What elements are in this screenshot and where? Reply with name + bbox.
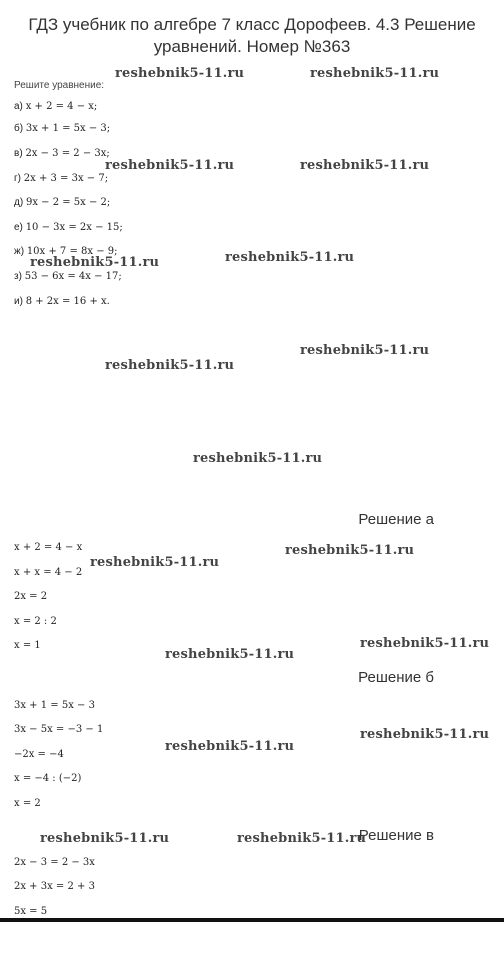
solution-line: 5x = 5 (14, 906, 48, 917)
solution-line: −2x = −4 (14, 749, 64, 760)
watermark: reshebnik5-11.ru (300, 158, 430, 173)
watermark: reshebnik5-11.ru (165, 739, 295, 754)
watermark: reshebnik5-11.ru (193, 451, 323, 466)
task-item: а) x + 2 = 4 − x; (14, 101, 98, 112)
page-title-line2: уравнений. Номер №363 (153, 37, 351, 56)
task-intro: Решите уравнение: (14, 80, 105, 91)
solution-line: 2x = 2 (14, 591, 48, 602)
solution-line: x = −4 : (−2) (14, 773, 82, 784)
watermark: reshebnik5-11.ru (360, 727, 490, 742)
solution-line: 3x − 5x = −3 − 1 (14, 724, 104, 735)
solution-line: x = 2 : 2 (14, 616, 57, 627)
watermark: reshebnik5-11.ru (105, 158, 235, 173)
task-item: ж) 10x + 7 = 8x − 9; (14, 246, 118, 257)
solution-heading: Решение б (358, 669, 434, 686)
watermark: reshebnik5-11.ru (40, 831, 170, 846)
task-item: д) 9x − 2 = 5x − 2; (14, 197, 111, 208)
watermark: reshebnik5-11.ru (285, 543, 415, 558)
watermark: reshebnik5-11.ru (225, 250, 355, 265)
task-item: з) 53 − 6x = 4x − 17; (14, 271, 122, 282)
watermark: reshebnik5-11.ru (310, 66, 440, 81)
page-title-line1: ГДЗ учебник по алгебре 7 класс Дорофеев. 4.3 Решение (28, 15, 476, 34)
watermark: reshebnik5-11.ru (90, 555, 220, 570)
watermark: reshebnik5-11.ru (165, 647, 295, 662)
page-title (0, 14, 504, 58)
task-item: г) 2x + 3 = 3x − 7; (14, 173, 109, 184)
watermark: reshebnik5-11.ru (30, 255, 160, 270)
solution-line: 2x + 3x = 2 + 3 (14, 881, 95, 892)
task-item: в) 2x − 3 = 2 − 3x; (14, 148, 110, 159)
solution-line: x = 1 (14, 640, 41, 651)
bottom-divider (0, 918, 504, 922)
solution-line: 3x + 1 = 5x − 3 (14, 700, 95, 711)
solution-heading: Решение в (358, 827, 434, 844)
watermark: reshebnik5-11.ru (237, 831, 367, 846)
task-item: и) 8 + 2x = 16 + x. (14, 296, 110, 307)
solution-line: x = 2 (14, 798, 41, 809)
task-item: е) 10 − 3x = 2x − 15; (14, 222, 123, 233)
solution-line: x + 2 = 4 − x (14, 542, 83, 553)
task-item: б) 3x + 1 = 5x − 3; (14, 123, 111, 134)
watermark: reshebnik5-11.ru (360, 636, 490, 651)
solution-line: x + x = 4 − 2 (14, 567, 83, 578)
watermark: reshebnik5-11.ru (105, 358, 235, 373)
watermark: reshebnik5-11.ru (300, 343, 430, 358)
solution-line: 2x − 3 = 2 − 3x (14, 857, 95, 868)
watermark: reshebnik5-11.ru (115, 66, 245, 81)
solution-heading: Решение а (358, 511, 434, 528)
